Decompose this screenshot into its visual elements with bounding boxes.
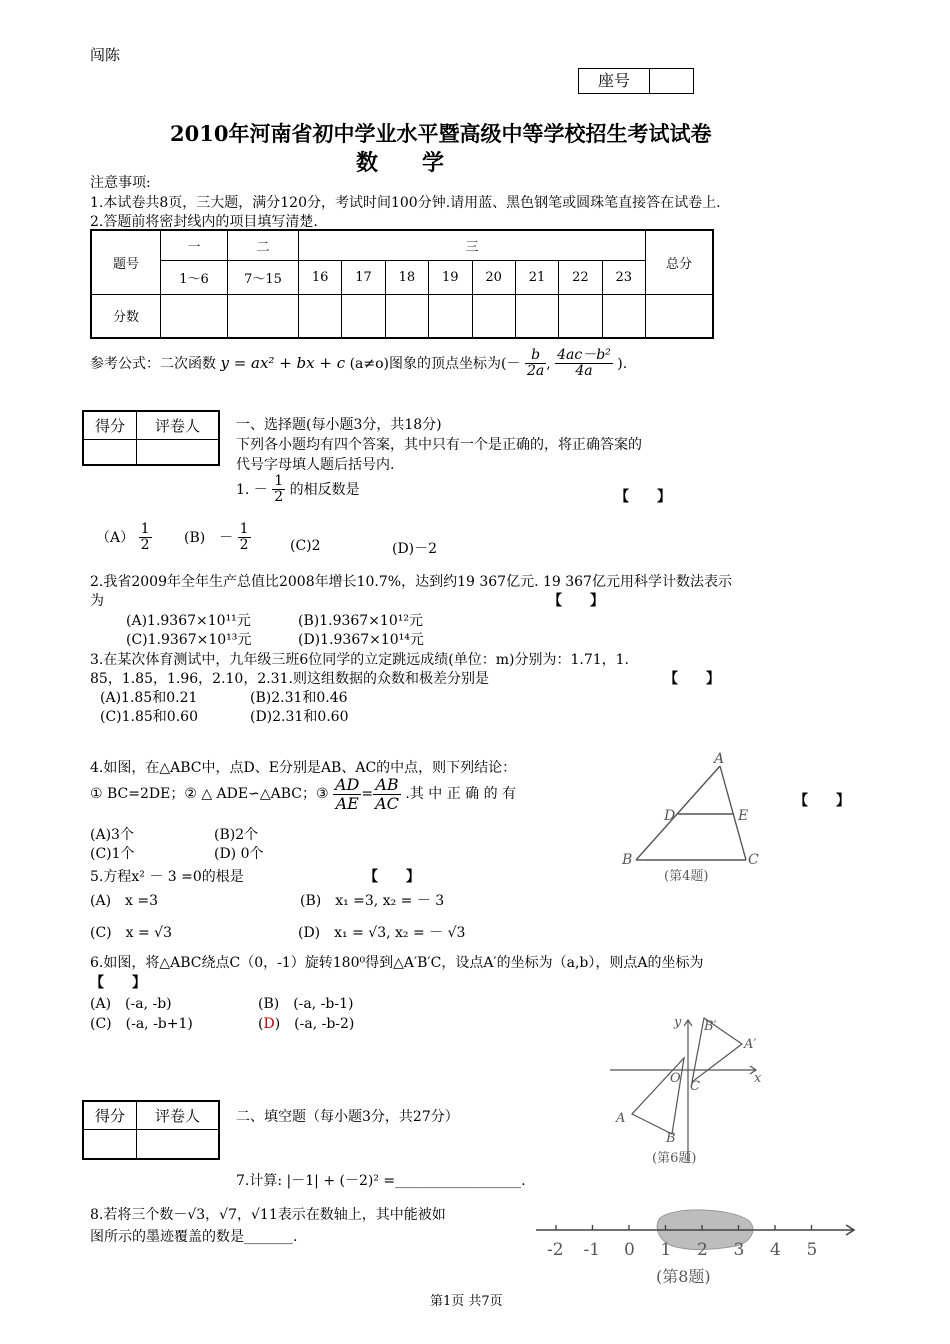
reviewer-label: 评卷人 (137, 1101, 220, 1129)
frac-den: AC (375, 793, 399, 813)
q4-answer-bracket[interactable]: 【 】 (794, 793, 850, 809)
number-line-label: 4 (770, 1240, 781, 1260)
item-21: 21 (515, 260, 558, 294)
label-a: A (616, 1111, 626, 1126)
item-17: 17 (342, 260, 385, 294)
label-b: B (666, 1131, 676, 1146)
frac-num: AB (373, 776, 401, 795)
option-paren: ( (258, 1016, 264, 1032)
figure-q4-triangle (610, 748, 780, 888)
q4-conclusions: ① BC=2DE；② △ ADE∽△ABC；③ $\frac{AD}{AE}$ = $\frac{AB}{AC}$ .其 中 正 确 的 有 (90, 775, 517, 813)
subject-title: 数 学 (356, 150, 445, 176)
number-line-label: -1 (583, 1240, 601, 1260)
q1-option-b[interactable] (184, 522, 251, 554)
q5-option-c[interactable]: (C) x = √3 (90, 925, 172, 941)
q3-option-a[interactable]: (A)1.85和0.21 (100, 690, 198, 706)
q6-option-d[interactable] (258, 1013, 354, 1033)
q2-line-1: 2.我省2009年全年生产总值比2008年增长10.7%，达到约19 367亿元. 19 367亿元用科学计数法表示 (90, 574, 732, 590)
item-20: 20 (472, 260, 515, 294)
grader-box-section-2 (82, 1100, 220, 1160)
reviewer-cell[interactable] (137, 1129, 220, 1159)
item-16: 16 (299, 260, 342, 294)
q2-answer-bracket[interactable]: 【 】 (548, 593, 604, 609)
label-a: A (714, 751, 725, 767)
fraction-half: $\frac{1}{2}$ (274, 473, 284, 506)
item-22: 22 (559, 260, 602, 294)
formula-expression: y = ax² + bx + c (220, 353, 346, 372)
q3-option-b[interactable]: (B)2.31和0.46 (250, 690, 348, 706)
q1-option-a[interactable] (96, 522, 152, 554)
q5-option-b[interactable]: (B) x₁ =3, x₂ = － 3 (300, 893, 445, 909)
section-1-desc-2: 代号字母填人题后括号内. (236, 457, 395, 473)
q8-line-2: 图所示的墨迹覆盖的数是_______. (90, 1229, 298, 1245)
q3-option-d[interactable]: (D)2.31和0.60 (250, 709, 349, 725)
score-cell[interactable] (646, 294, 714, 338)
q7-expression: 7.计算: |－1| + (－2)² = (236, 1173, 396, 1189)
score-cell[interactable] (83, 1129, 137, 1159)
score-cell[interactable] (472, 294, 515, 338)
total-header: 总分 (646, 230, 714, 294)
range-2: 7～15 (228, 260, 299, 294)
row-label-score: 分数 (91, 294, 161, 338)
q1-suffix: 的相反数是 (289, 481, 360, 498)
author-name: 闯陈 (90, 46, 121, 64)
q3-line-1: 3.在某次体育测试中，九年级三班6位同学的立定跳远成绩(单位：m)分别为：1.71，1. (90, 652, 629, 668)
fraction-4ac (555, 348, 613, 380)
part-1-header: 一 (161, 230, 228, 260)
number-line-label: -2 (547, 1240, 564, 1260)
figure-q8-number-line (534, 1198, 864, 1290)
notes-heading: 注意事项: (90, 175, 151, 191)
q7-answer-blank[interactable]: __________________. (395, 1173, 526, 1189)
score-label: 得分 (83, 411, 137, 439)
q4-conclusion-text: ① BC=2DE；② △ ADE∽△ABC；③ (90, 786, 329, 803)
label-c: C (690, 1079, 700, 1094)
q1-answer-bracket[interactable]: 【 】 (615, 489, 671, 505)
score-cell[interactable] (385, 294, 428, 338)
q2-option-d[interactable]: (D)1.9367×10¹⁴元 (298, 632, 424, 648)
q1-option-d[interactable]: (D)－2 (392, 541, 438, 557)
grader-box-section-1 (82, 410, 220, 466)
q2-option-c[interactable]: (C)1.9367×10¹³元 (126, 632, 252, 648)
axis-x-label: x (754, 1071, 762, 1086)
q8-line-1: 8.若将三个数－√3，√7，√11表示在数轴上，其中能被如 (90, 1207, 446, 1223)
option-label: (B) － (184, 529, 234, 546)
seat-number-box (578, 68, 694, 94)
seat-label: 座号 (579, 69, 650, 93)
score-cell[interactable] (515, 294, 558, 338)
question-1 (236, 474, 360, 506)
q2-line-2: 为 (90, 593, 104, 609)
fraction-half: $\frac{1}{2}$ (140, 521, 150, 554)
figure-caption: (第8题) (656, 1267, 711, 1286)
formula-prefix: 参考公式：二次函数 (90, 355, 216, 372)
label-origin: O (670, 1071, 681, 1086)
number-line-label: 1 (660, 1240, 672, 1260)
label-a-prime: A′ (744, 1037, 757, 1052)
figure-q6-coordinate-rotation (608, 1010, 768, 1170)
score-cell[interactable] (559, 294, 602, 338)
score-table (90, 229, 714, 339)
q5-stem: 5.方程x² － 3 =0的根是 (90, 869, 244, 885)
option-label: （A） (96, 529, 135, 546)
score-cell[interactable] (161, 294, 228, 338)
option-letter-d: D (263, 1016, 275, 1032)
figure-caption: (第4题) (664, 869, 709, 884)
range-1: 1～6 (161, 260, 228, 294)
axis-y-label: y (674, 1015, 682, 1030)
option-text: ) (-a, -b-2) (274, 1016, 355, 1032)
number-line-label: 5 (806, 1240, 818, 1260)
number-line-label: 2 (697, 1240, 708, 1260)
q7-stem (236, 1170, 526, 1190)
section-1-heading: 一、选择题(每小题3分，共18分) (236, 417, 442, 433)
score-label: 得分 (83, 1101, 137, 1129)
part-3-header: 三 (299, 230, 646, 260)
frac-den: 2a (526, 363, 545, 380)
q4-option-a[interactable]: (A)3个 (90, 827, 134, 843)
score-cell[interactable] (429, 294, 472, 338)
q4-option-c[interactable]: (C)1个 (90, 846, 135, 862)
q6-line-1: 6.如图，将△ABC绕点C（0，-1）旋转180⁰得到△A′B′C，设点A′的坐标为（a,b），则点A的坐标为 (90, 955, 704, 971)
frac-num: b (525, 348, 546, 364)
q4-line-1: 4.如图，在△ABC中，点D、E分别是AB、AC的中点，则下列结论： (90, 760, 517, 776)
label-d: D (664, 808, 676, 824)
reviewer-cell[interactable] (137, 439, 220, 465)
number-line-label: 3 (733, 1240, 745, 1260)
q4-tail: .其 中 正 确 的 有 (405, 786, 517, 803)
q3-answer-bracket[interactable]: 【 】 (664, 671, 720, 687)
formula-suffix: ). (617, 355, 628, 372)
reference-formula: 参考公式：二次函数 y = ax² + bx + c (a≠o)图象的顶点坐标为(－ $\frac{b}{2a}$ , $\frac{\text{4ac－b²}}{4a}$ ). (90, 347, 628, 380)
score-cell[interactable] (228, 294, 299, 338)
label-e: E (738, 808, 749, 824)
fraction-ab-ac (373, 776, 401, 812)
q3-line-2: 85，1.85，1.96，2.10，2.31.则这组数据的众数和极差分别是 (90, 671, 489, 687)
q5-option-d[interactable]: (D) x₁ = √3, x₂ = － √3 (298, 925, 466, 941)
q4-option-d[interactable]: (D) 0个 (214, 846, 264, 862)
item-18: 18 (385, 260, 428, 294)
q5-option-a[interactable]: (A) x =3 (90, 893, 159, 909)
score-cell[interactable] (602, 294, 645, 338)
q6-option-a[interactable]: (A) (-a, -b) (90, 996, 172, 1012)
frac-num: AD (335, 775, 360, 794)
q3-option-c[interactable]: (C)1.85和0.60 (100, 709, 198, 725)
q4-option-b[interactable]: (B)2个 (214, 827, 259, 843)
fraction-ad-ae (333, 776, 361, 812)
q2-option-b[interactable]: (B)1.9367×10¹²元 (298, 613, 423, 629)
row-label-question: 题号 (91, 230, 161, 294)
fraction-half: $\frac{1}{2}$ (239, 521, 249, 554)
score-cell[interactable] (299, 294, 342, 338)
reviewer-label: 评卷人 (137, 411, 220, 439)
label-b-prime: B′ (704, 1019, 717, 1034)
q2-option-a[interactable]: (A)1.9367×10¹¹元 (126, 613, 251, 629)
formula-condition: (a≠o)图象的顶点坐标为(－ (349, 355, 521, 372)
q5-answer-bracket[interactable]: 【 】 (364, 869, 420, 885)
q6-option-c[interactable]: (C) (-a, -b+1) (90, 1016, 193, 1032)
score-cell[interactable] (342, 294, 385, 338)
item-19: 19 (429, 260, 472, 294)
score-cell[interactable] (83, 439, 137, 465)
q1-prefix: 1. － (236, 481, 268, 498)
q6-answer-bracket[interactable]: 【 】 (90, 975, 146, 991)
figure-caption: (第6题) (652, 1151, 697, 1166)
frac-den: AE (335, 793, 359, 813)
fraction-b-2a (525, 348, 546, 380)
note-1: 1.本试卷共8页，三大题，满分120分，考试时间100分钟.请用蓝、黑色钢笔或圆珠笔直接答在试卷上. (90, 195, 721, 211)
part-2-header: 二 (228, 230, 299, 260)
item-23: 23 (602, 260, 645, 294)
note-2: 2.答题前将密封线内的项目填写清楚. (90, 214, 318, 230)
number-line-label: 0 (624, 1240, 635, 1260)
exam-title: 2010年河南省初中学业水平暨高级中等学校招生考试试卷 (170, 121, 712, 146)
q1-option-c[interactable]: (C)2 (290, 538, 321, 554)
frac-den: 4a (575, 363, 593, 380)
label-c: C (748, 852, 759, 868)
page-footer: 第1页 共7页 (430, 1294, 503, 1309)
frac-num: 4ac－b² (557, 347, 611, 363)
section-2-heading: 二、填空题（每小题3分，共27分） (236, 1109, 459, 1125)
q6-option-b[interactable]: (B) (-a, -b-1) (258, 996, 354, 1012)
section-1-desc-1: 下列各小题均有四个答案，其中只有一个是正确的，将正确答案的 (236, 437, 642, 453)
label-b: B (622, 852, 633, 868)
